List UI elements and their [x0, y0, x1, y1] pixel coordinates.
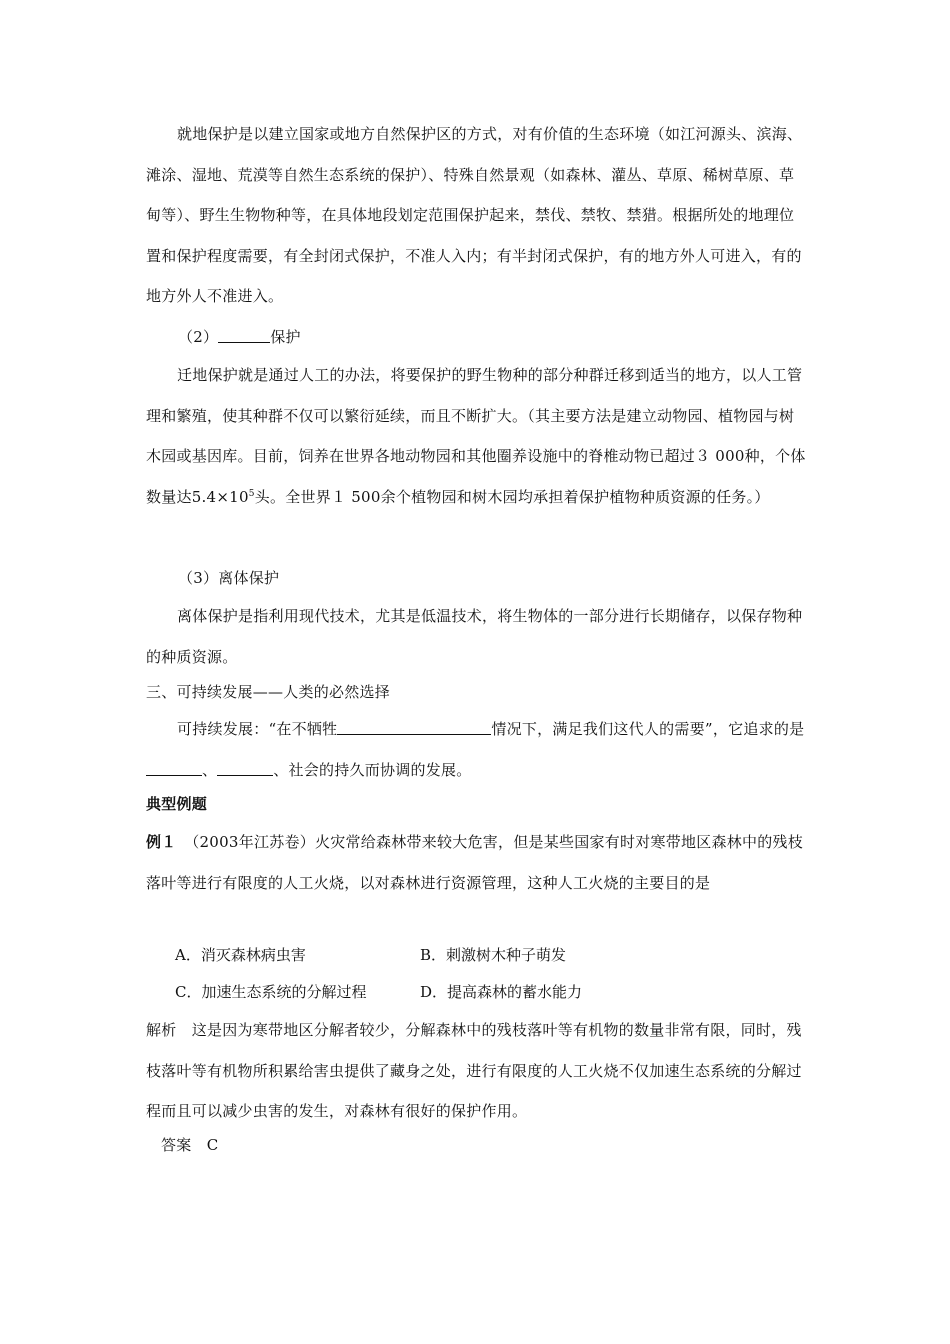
fill-blank-1[interactable] [218, 326, 270, 343]
sustain-text-c: 、社会的持久而协调的发展。 [273, 760, 472, 779]
fill-blank-4[interactable] [217, 759, 273, 776]
fill-blank-2[interactable] [337, 718, 491, 735]
examples-heading: 典型例题 [146, 795, 208, 813]
ex-situ-text-b: 头。全世界１ 500余个植物园和树木园均承担着保护植物种质资源的任务。） [254, 487, 770, 506]
option-b[interactable]: B．刺激树木种子萌发 [420, 946, 567, 964]
in-vitro-protection-paragraph: 离体保护是指利用现代技术，尤其是低温技术，将生物体的一部分进行长期储存，以保存物种的种质资源。 [146, 607, 803, 666]
option-d[interactable]: D．提高森林的蓄水能力 [420, 983, 583, 1001]
option-a[interactable]: A．消灭森林病虫害 [175, 946, 306, 964]
item-3-heading: （3）离体保护 [178, 569, 280, 587]
item-2-heading [178, 317, 798, 358]
option-c[interactable]: C．加速生态系统的分解过程 [175, 983, 367, 1001]
sustain-text-b: 情况下，满足我们这代人的需要”，它追求的是 [491, 720, 805, 738]
item-2-prefix: （2） [178, 328, 219, 346]
section-3-heading: 三、可持续发展——人类的必然选择 [146, 683, 391, 701]
in-situ-protection-paragraph: 就地保护是以建立国家或地方自然保护区的方式，对有价值的生态环境（如江河源头、滨海、滩涂、湿地、荒漠等自然生态系统的保护）、特殊自然景观（如森林、灌丛、草原、稀树草原、草甸等）、野生生物物种等，在具体地段划定范围保护起来，禁伐、禁牧、禁猎。根据所处的地理位置和保护程度需要，有全封闭式保护，不准人入内；有半封闭式保护，有的地方外人可进入，有的地方外人不准进入。 [146, 125, 803, 305]
fill-blank-3[interactable] [146, 759, 202, 776]
exponent: 5 [248, 488, 255, 499]
options-row-1 [175, 935, 566, 976]
example-label: 例１ [146, 833, 177, 851]
options-row-2 [175, 972, 582, 1013]
example-1-question [146, 822, 806, 903]
answer-line: 答案 C [161, 1136, 219, 1154]
sustainable-development-paragraph [146, 709, 806, 790]
example-text: （2003年江苏卷）火灾常给森林带来较大危害，但是某些国家有时对寒带地区森林中的残枝落叶等进行有限度的人工火烧，以对森林进行资源管理，这种人工火烧的主要目的是 [146, 833, 803, 892]
item-2-suffix: 保护 [270, 328, 301, 346]
analysis-paragraph: 解析 这是因为寒带地区分解者较少，分解森林中的残枝落叶等有机物的数量非常有限，同时，残枝落叶等有机物所积累给害虫提供了藏身之处，进行有限度的人工火烧不仅加速生态系统的分解过程而且可以减少虫害的发生，对森林有很好的保护作用。 [146, 1021, 802, 1120]
sustain-separator: 、 [202, 760, 218, 779]
ex-situ-protection-paragraph [146, 355, 806, 517]
sustain-text-a: 可持续发展：“在不牺牲 [177, 720, 338, 738]
ex-situ-text-a: 迁地保护就是通过人工的办法，将要保护的野生物种的部分种群迁移到适当的地方，以人工管理和繁殖，使其种群不仅可以繁衍延续，而且不断扩大。（其主要方法是建立动物园、植物园与树木园或基因库。目前，饲养在世界各地动物园和其他圈养设施中的脊椎动物已超过３ 000种，个体数量达5.4×10 [146, 366, 806, 506]
